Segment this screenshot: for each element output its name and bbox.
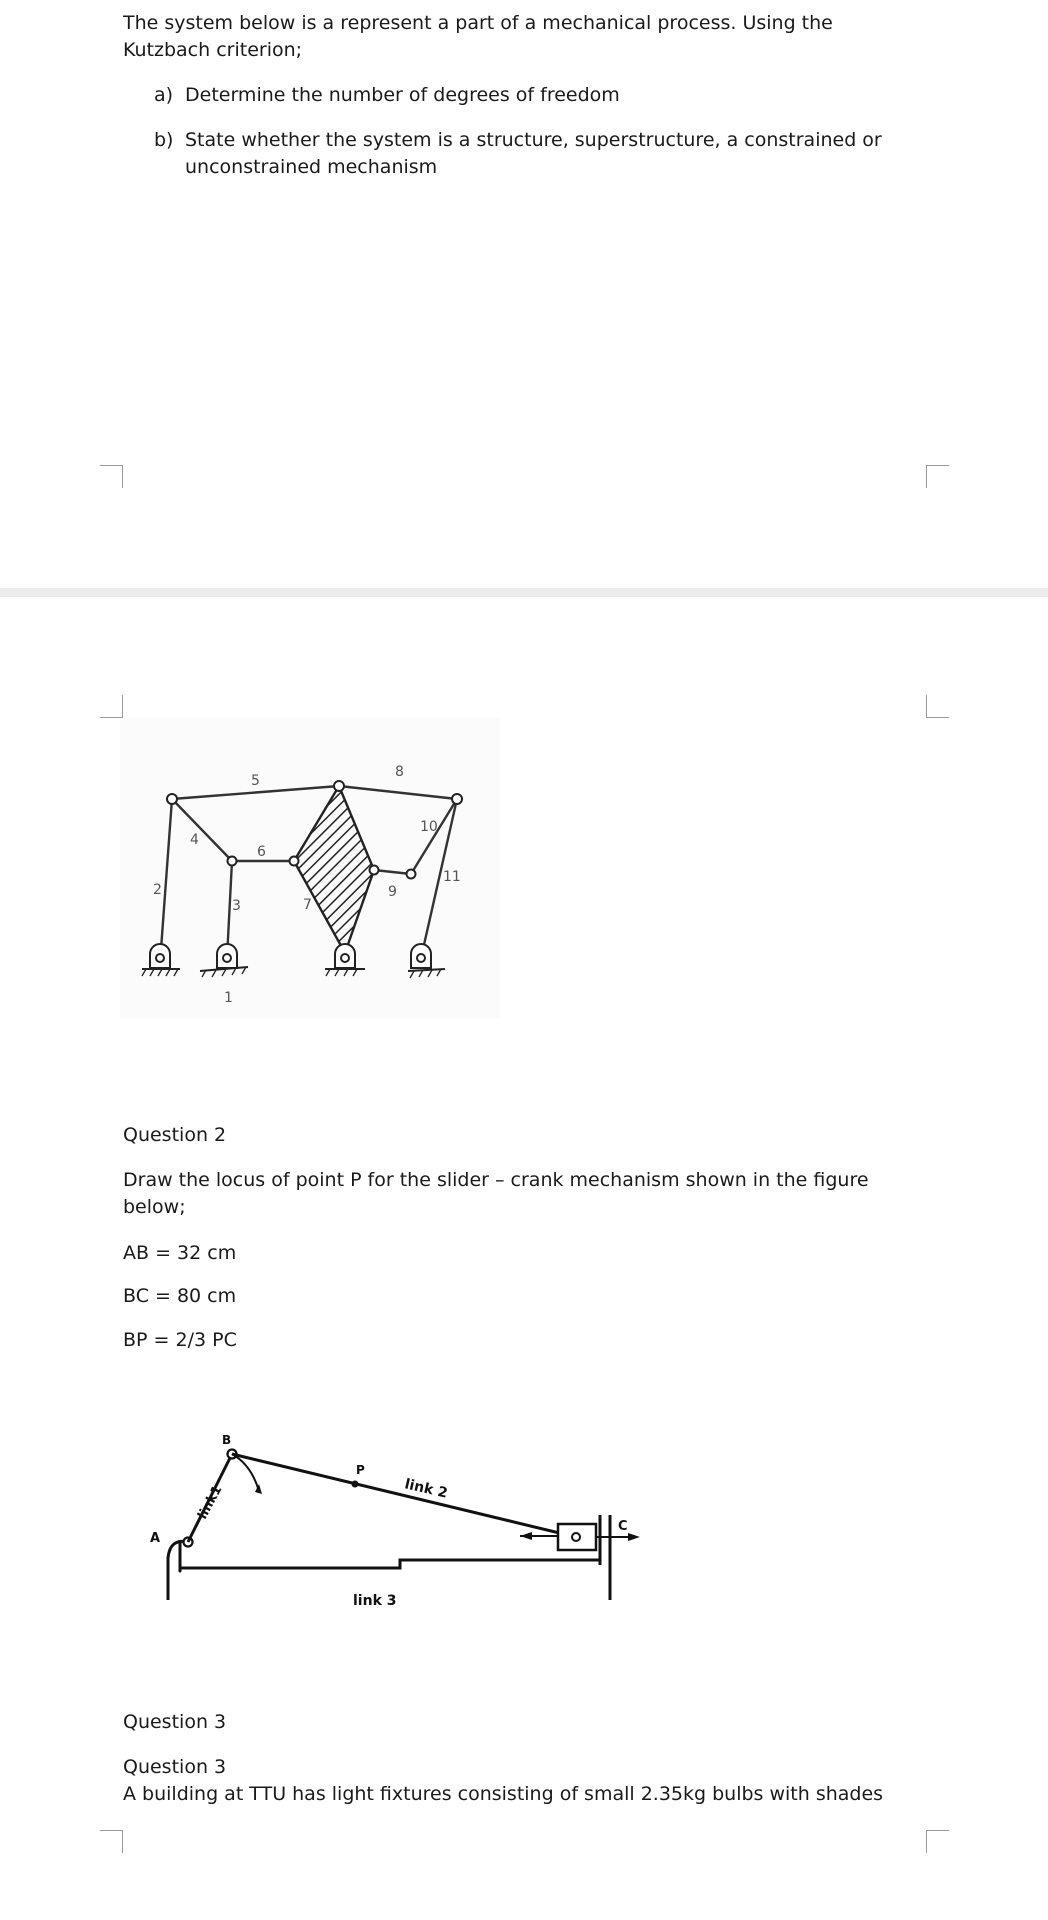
link3-label: link 3 bbox=[353, 1593, 397, 1609]
linkage-figure bbox=[120, 718, 500, 1018]
dimension-bp: BP = 2/3 PC bbox=[123, 1329, 237, 1351]
point-p bbox=[352, 1481, 359, 1488]
slider-guide bbox=[180, 1515, 610, 1600]
page-corner-mark bbox=[100, 465, 123, 488]
question2-text: Draw the locus of point P for the slider – crank mechanism shown in the figure below; bbox=[123, 1169, 869, 1218]
page-corner-mark bbox=[926, 695, 949, 718]
dimension-ab: AB = 32 cm bbox=[123, 1242, 237, 1264]
question1-item-a bbox=[154, 82, 914, 109]
question3-line2: A building at TTU has light fixtures consisting of small 2.35kg bulbs with shades bbox=[123, 1783, 884, 1805]
pin-c bbox=[572, 1533, 580, 1541]
page-corner-mark bbox=[100, 695, 123, 718]
item-text: State whether the system is a structure, superstructure, a constrained or unconstrained mechanism bbox=[185, 129, 882, 178]
page-corner-mark bbox=[926, 1830, 949, 1853]
question1-intro: The system below is a represent a part of a mechanical process. Using the Kutzbach criterion; bbox=[123, 12, 833, 61]
dimension-bc: BC = 80 cm bbox=[123, 1285, 237, 1307]
slider-crank-figure bbox=[140, 1420, 650, 1620]
question3-heading: Question 3 bbox=[123, 1711, 227, 1733]
page-1 bbox=[0, 0, 1048, 588]
link-number: 9 bbox=[388, 884, 397, 900]
question3-line1: Question 3 bbox=[123, 1756, 227, 1778]
question2-heading: Question 2 bbox=[123, 1124, 227, 1146]
item-label: b) bbox=[154, 129, 174, 151]
page-corner-mark bbox=[100, 1830, 123, 1853]
item-label: a) bbox=[154, 84, 174, 106]
question1-item-b bbox=[154, 127, 914, 181]
crank-support bbox=[168, 1541, 188, 1600]
arrowhead-icon bbox=[520, 1532, 532, 1540]
link-number: 10 bbox=[420, 819, 438, 835]
link-number: 6 bbox=[257, 844, 266, 860]
link-number: 3 bbox=[232, 898, 241, 914]
page-separator bbox=[0, 588, 1048, 597]
page-corner-mark bbox=[926, 465, 949, 488]
link-number: 11 bbox=[443, 869, 461, 885]
link-number: 7 bbox=[303, 897, 312, 913]
label-c: C bbox=[618, 1519, 628, 1534]
link-number: 8 bbox=[395, 764, 404, 780]
arrowhead-icon bbox=[255, 1484, 262, 1494]
label-b: B bbox=[222, 1433, 232, 1447]
label-a: A bbox=[150, 1531, 161, 1546]
label-p: P bbox=[356, 1463, 365, 1477]
link-number: 4 bbox=[190, 832, 199, 848]
link-number: 5 bbox=[251, 773, 260, 789]
link2-label: link 2 bbox=[403, 1476, 450, 1502]
item-text: Determine the number of degrees of freedom bbox=[185, 84, 620, 106]
connecting-rod bbox=[232, 1454, 576, 1537]
arrowhead-icon bbox=[628, 1533, 640, 1541]
link-number: 1 bbox=[224, 990, 233, 1006]
link1-label: link1 bbox=[195, 1483, 226, 1522]
link-number: 2 bbox=[153, 882, 162, 898]
